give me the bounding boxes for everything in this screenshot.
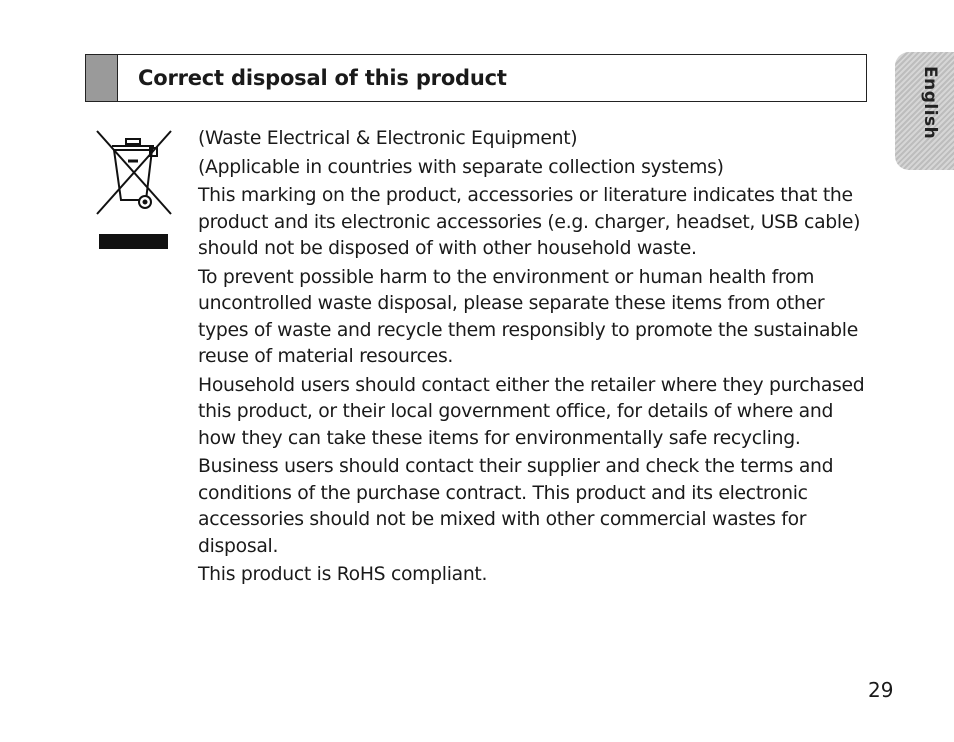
crossed-out-wheeled-bin-icon [94,128,174,218]
language-tab [895,52,954,170]
body-text [198,126,868,591]
paragraph: This product is RoHS compliant. [198,564,488,585]
paragraph: (Waste Electrical & Electronic Equipment) [198,128,578,149]
section-title: Correct disposal of this product [138,66,507,90]
paragraph: This marking on the product, accessories or literature indicates that the product and its electronic accessories (e.g. charger, headset, USB cable) should not be disposed of with other household waste. [198,185,861,259]
paragraph: Household users should contact either the retailer where they purchased this product, or their local government office, for details of where and how they can take these items for environmentally safe recycling. [198,374,865,449]
paragraph: To prevent possible harm to the environment or human health from uncontrolled waste disposal, please separate these items from other types of waste and recycle them responsibly to promote the sustainable reuse of material resources. [198,266,858,367]
page-number: 29 [868,678,894,702]
weee-solid-bar [99,234,168,249]
paragraph: Business users should contact their supplier and check the terms and conditions of the purchase contract. This product and its electronic accessories should not be mixed with other commercial wastes for disposal. [198,456,834,557]
section-header-bar [86,55,118,101]
section-header [85,54,867,102]
language-tab-label: English [920,66,940,140]
paragraph: (Applicable in countries with separate collection systems) [198,156,724,178]
